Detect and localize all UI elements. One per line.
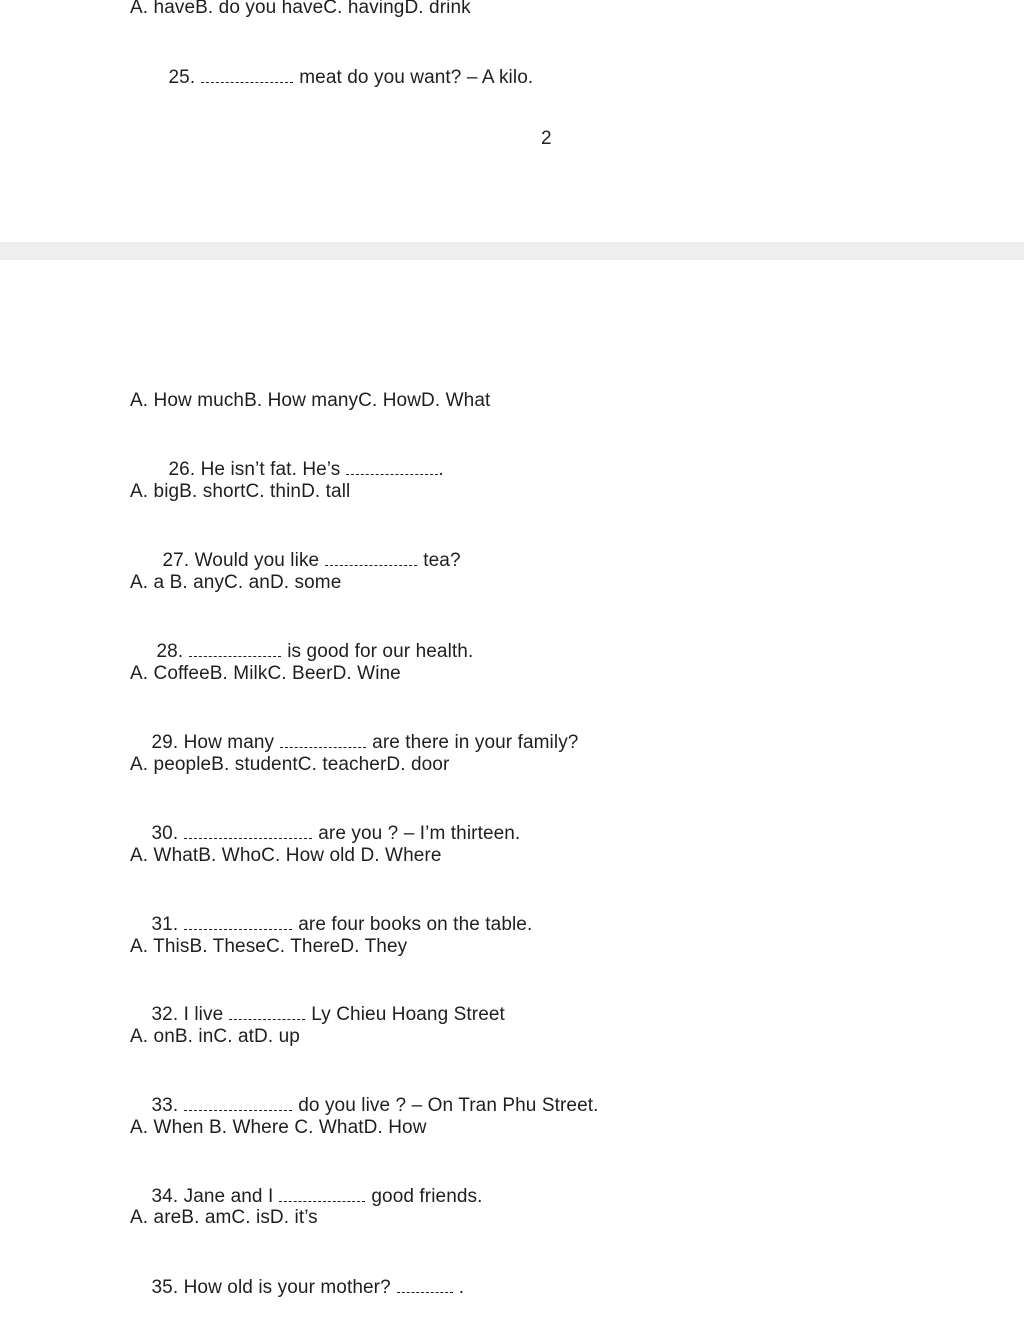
question-suffix: are there in your family? [372,732,579,753]
answer-blank [184,824,312,839]
answer-blank [325,551,417,566]
question-prefix: 30. [151,823,179,844]
question-suffix: tea? [423,550,461,571]
question-suffix: are you ? – I’m thirteen. [318,823,521,844]
page-number: 2 [541,128,552,149]
question-suffix: . [438,459,444,480]
question-suffix: are four books on the table. [298,914,533,935]
answer-blank [279,1187,365,1202]
answer-options-31: A. ThisB. TheseC. ThereD. They [130,936,408,957]
question-prefix: 35. How old is your mother? [151,1277,391,1298]
answer-blank [229,1005,305,1020]
answer-options-24: A. haveB. do you haveC. havingD. drink [130,0,471,18]
answer-options-29: A. peopleB. studentC. teacherD. door [130,754,450,775]
question-suffix: good friends. [371,1186,483,1207]
question-suffix: meat do you want? – A kilo. [299,67,534,88]
answer-options-30: A. WhatB. WhoC. How old D. Where [130,845,442,866]
page-separator [0,242,1024,260]
answer-options-25: A. How muchB. How manyC. HowD. What [130,390,491,411]
question-prefix: 31. [151,914,179,935]
question-35 [130,1252,464,1324]
question-prefix: 33. [151,1095,179,1116]
question-prefix: 32. I live [151,1004,224,1025]
document-page-2 [0,260,1024,1298]
question-prefix: 28. [156,641,184,662]
answer-blank [184,915,292,930]
answer-options-26: A. bigB. shortC. thinD. tall [130,481,351,502]
answer-blank [397,1278,453,1293]
question-prefix: 34. Jane and I [151,1186,274,1207]
question-suffix: . [458,1277,465,1298]
answer-options-34: A. areB. amC. isD. it’s [130,1207,318,1228]
answer-blank [280,733,366,748]
answer-blank [201,68,293,83]
question-suffix: is good for our health. [287,641,474,662]
question-prefix: 27. Would you like [162,550,320,571]
answer-options-28: A. CoffeeB. MilkC. BeerD. Wine [130,663,401,684]
answer-options-33: A. When B. Where C. WhatD. How [130,1117,427,1138]
answer-options-32: A. onB. inC. atD. up [130,1026,300,1047]
answer-blank [184,1096,292,1111]
question-prefix: 29. How many [151,732,275,753]
question-prefix: 26. He isn’t fat. He’s [168,459,341,480]
answer-options-27: A. a B. anyC. anD. some [130,572,342,593]
question-suffix: do you live ? – On Tran Phu Street. [298,1095,599,1116]
answer-blank [189,642,281,657]
question-25 [147,42,533,114]
question-suffix: Ly Chieu Hoang Street [311,1004,505,1025]
answer-blank [346,460,438,475]
question-prefix: 25. [168,67,196,88]
document-page-1 [0,0,1024,242]
